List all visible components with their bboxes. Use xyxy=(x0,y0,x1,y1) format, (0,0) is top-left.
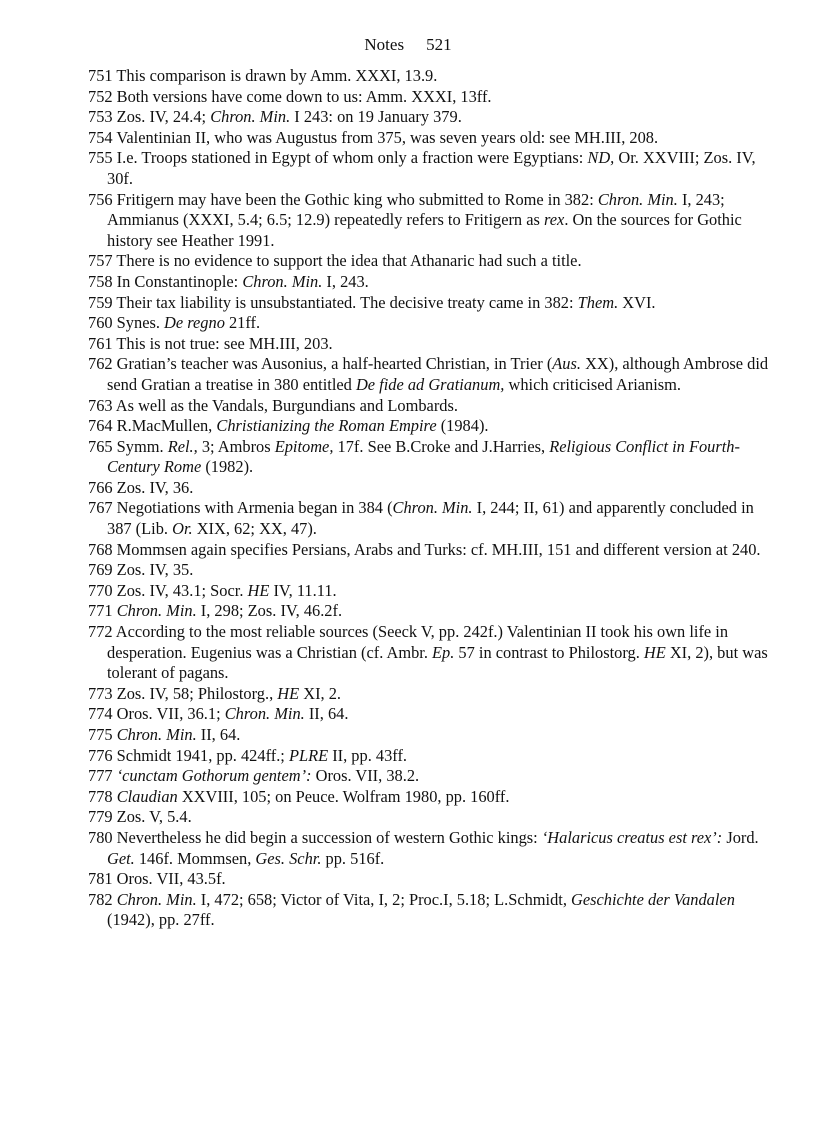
note-item xyxy=(88,313,778,334)
note-italic-text: PLRE xyxy=(288,745,329,765)
note-italic-text: ‘cunctam Gothorum gentem’: xyxy=(116,766,312,786)
note-italic-text: De fide ad Gratianum, xyxy=(355,374,505,394)
note-italic-text: Chron. Min. xyxy=(242,271,323,291)
running-title: Notes xyxy=(364,35,405,54)
note-text: which criticised Arianism. xyxy=(504,374,682,394)
note-text: 782 xyxy=(88,889,117,909)
note-text: 763 As well as the Vandals, Burgundians and Lombards. xyxy=(88,395,458,415)
page-header xyxy=(0,34,816,56)
note-item xyxy=(88,704,778,725)
note-item xyxy=(88,746,778,767)
note-italic-text: rex xyxy=(543,210,565,230)
note-text: IV, 11.11. xyxy=(269,580,337,600)
note-item xyxy=(88,869,778,890)
note-item xyxy=(88,560,778,581)
note-text: II, 64. xyxy=(304,704,349,724)
note-item xyxy=(88,684,778,705)
note-italic-text: Religious Conflict in Fourth-Century Rome xyxy=(107,436,740,477)
note-text: (1942), pp. 27ff. xyxy=(107,910,215,930)
note-item xyxy=(88,416,778,437)
note-italic-text: Chron. Min. xyxy=(392,498,473,518)
note-text: pp. 516f. xyxy=(321,848,385,868)
note-text: I, 298; Zos. IV, 46.2f. xyxy=(196,601,343,621)
note-text: I, 472; 658; Victor of Vita, I, 2; Proc.I, 5.18; L.Schmidt, xyxy=(196,889,572,909)
note-item xyxy=(88,354,778,395)
note-text: II, pp. 43ff. xyxy=(328,745,407,765)
page-number: 521 xyxy=(426,35,452,54)
note-text: (1984). xyxy=(436,416,489,436)
note-text: (1982). xyxy=(201,457,254,477)
note-text: 754 Valentinian II, who was Augustus from 375, was seven years old: see MH.III, 208. xyxy=(88,127,659,147)
note-text: I, 244; II, 61) and apparently concluded in 387 (Lib. xyxy=(107,498,754,539)
note-item xyxy=(88,581,778,602)
note-item xyxy=(88,334,778,355)
note-text: 776 Schmidt 1941, pp. 424ff.; xyxy=(88,745,289,765)
note-item xyxy=(88,87,778,108)
note-italic-text: Aus. xyxy=(552,354,581,374)
note-text: XXVIII, 105; on Peuce. Wolfram 1980, pp. 160ff. xyxy=(177,786,510,806)
note-item xyxy=(88,437,778,478)
note-item xyxy=(88,396,778,417)
note-italic-text: Rel., xyxy=(167,436,198,456)
note-italic-text: Ep. xyxy=(432,642,455,662)
note-text: 760 Synes. xyxy=(88,313,165,333)
note-item xyxy=(88,622,778,684)
note-text: 755 I.e. Troops stationed in Egypt of whom only a fraction were Egyptians: xyxy=(88,148,588,168)
note-text: 57 in contrast to Philostorg. xyxy=(454,642,644,662)
note-item xyxy=(88,807,778,828)
note-text: I 243: on 19 January 379. xyxy=(290,107,462,127)
note-text: 770 Zos. IV, 43.1; Socr. xyxy=(88,580,248,600)
note-italic-text: HE xyxy=(247,580,270,600)
note-text: XIX, 62; XX, 47). xyxy=(192,519,317,539)
note-text: 772 According to the most reliable sources (Seeck V, pp. 242f.) Valentinian II took his own life in desperation. Eugenius was a Christian (cf. Ambr. xyxy=(88,622,729,662)
note-italic-text: Chron. Min. xyxy=(210,107,291,127)
note-text: II, 64. xyxy=(196,725,241,744)
note-italic-text: Or. xyxy=(172,519,193,539)
note-text: 781 Oros. VII, 43.5f. xyxy=(88,869,226,889)
note-text: 778 xyxy=(88,786,117,806)
note-text: XVI. xyxy=(618,292,656,312)
note-item xyxy=(88,725,778,746)
note-text: 751 This comparison is drawn by Amm. XXXI, 13.9. xyxy=(88,66,438,85)
note-italic-text: Ges. Schr. xyxy=(255,848,322,868)
note-item xyxy=(88,540,778,561)
note-item xyxy=(88,787,778,808)
note-text: 764 R.MacMullen, xyxy=(88,416,217,436)
note-text: 780 Nevertheless he did begin a succession of western Gothic kings: xyxy=(88,827,542,847)
note-italic-text: Chron. Min. xyxy=(116,601,197,621)
note-item xyxy=(88,478,778,499)
note-text: 752 Both versions have come down to us: Amm. XXXI, 13ff. xyxy=(88,86,492,106)
note-item xyxy=(88,272,778,293)
note-italic-text: ND, xyxy=(587,148,615,168)
note-text: XX), although Ambrose did send Gratian a treatise in 380 entitled xyxy=(107,354,769,394)
note-italic-text: Chron. Min. xyxy=(116,725,197,744)
note-text: I, 243. xyxy=(322,271,369,291)
note-text: 771 xyxy=(88,601,117,621)
note-italic-text: Chron. Min. xyxy=(116,889,197,909)
note-text: 775 xyxy=(88,725,117,744)
note-italic-text: Epitome, xyxy=(274,436,334,456)
note-text: 3; Ambros xyxy=(197,436,275,456)
note-text: 146f. Mommsen, xyxy=(134,848,256,868)
note-text: 765 Symm. xyxy=(88,436,168,456)
note-text: 766 Zos. IV, 36. xyxy=(88,477,194,497)
note-text: 779 Zos. V, 5.4. xyxy=(88,807,192,827)
note-text: 773 Zos. IV, 58; Philostorg., xyxy=(88,683,278,703)
note-text: 769 Zos. IV, 35. xyxy=(88,560,194,580)
note-text: 767 Negotiations with Armenia began in 384 ( xyxy=(88,498,393,518)
note-item xyxy=(88,828,778,869)
note-italic-text: Claudian xyxy=(116,786,178,806)
note-italic-text: Get. xyxy=(107,848,135,868)
note-text: 756 Fritigern may have been the Gothic king who submitted to Rome in 382: xyxy=(88,189,598,209)
note-text: I, 243; Ammianus (XXXI, 5.4; 6.5; 12.9) repeatedly refers to Fritigern as xyxy=(107,189,725,230)
note-text: Oros. VII, 38.2. xyxy=(311,766,420,786)
note-text: XI, 2. xyxy=(299,683,342,703)
note-text: 761 This is not true: see MH.III, 203. xyxy=(88,333,333,353)
note-italic-text: De regno xyxy=(164,313,225,333)
note-italic-text: ‘Halaricus creatus est rex’: xyxy=(541,827,723,847)
notes-list xyxy=(88,66,778,931)
note-item xyxy=(88,601,778,622)
note-italic-text: Geschichte der Vandalen xyxy=(571,889,735,909)
note-item xyxy=(88,190,778,252)
note-text: . On the sources for Gothic history see Heather 1991. xyxy=(107,210,742,250)
note-text: 777 xyxy=(88,766,117,786)
note-text: Or. XXVIII; Zos. IV, 30f. xyxy=(107,148,756,188)
note-text: 759 Their tax liability is unsubstantiated. The decisive treaty came in 382: xyxy=(88,292,578,312)
note-item xyxy=(88,293,778,314)
note-item xyxy=(88,128,778,149)
note-item xyxy=(88,107,778,128)
note-item xyxy=(88,890,778,931)
note-text: 21ff. xyxy=(224,313,261,333)
note-text: 758 In Constantinople: xyxy=(88,271,243,291)
note-italic-text: Chron. Min. xyxy=(224,704,305,724)
note-text: 768 Mommsen again specifies Persians, Arabs and Turks: cf. MH.III, 151 and different version at 240. xyxy=(88,539,761,559)
note-text: 757 There is no evidence to support the idea that Athanaric had such a title. xyxy=(88,251,582,271)
note-item xyxy=(88,148,778,189)
note-italic-text: Chron. Min. xyxy=(597,189,678,209)
note-item xyxy=(88,251,778,272)
note-item xyxy=(88,766,778,787)
note-text: Jord. xyxy=(722,827,759,847)
note-item xyxy=(88,498,778,539)
note-italic-text: Christianizing the Roman Empire xyxy=(216,416,437,436)
note-text: XI, 2), but was tolerant of pagans. xyxy=(107,642,768,683)
note-italic-text: Them. xyxy=(577,292,619,312)
note-italic-text: HE xyxy=(643,642,666,662)
note-text: 774 Oros. VII, 36.1; xyxy=(88,704,225,724)
note-text: 762 Gratian’s teacher was Ausonius, a half-hearted Christian, in Trier ( xyxy=(88,354,553,374)
note-text: 753 Zos. IV, 24.4; xyxy=(88,107,211,127)
note-item xyxy=(88,66,778,87)
note-text: 17f. See B.Croke and J.Harries, xyxy=(333,436,550,456)
note-italic-text: HE xyxy=(277,683,300,703)
